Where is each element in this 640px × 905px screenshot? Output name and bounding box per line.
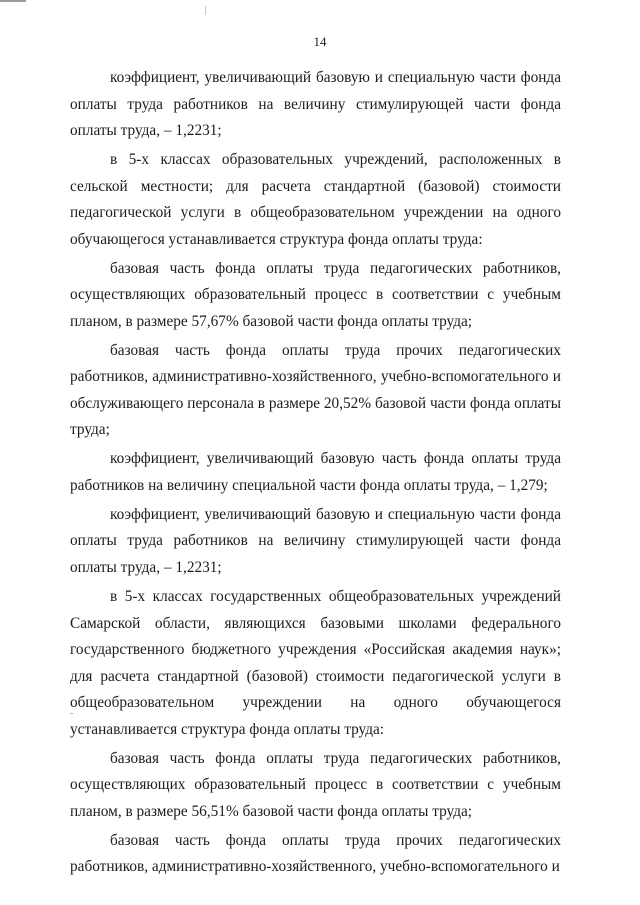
document-body <box>70 65 561 883</box>
paragraph: коэффициент, увеличивающий базовую часть фонда оплаты труда работников на величину специальной части фонда оплаты труда, – 1,279; <box>70 450 561 494</box>
paragraph: базовая часть фонда оплаты труда педагогических работников, осуществляющих образовательный процесс в соответствии с учебным планом, в размере 57,67% базовой части фонда оплаты труда; <box>70 259 561 330</box>
paragraph: базовая часть фонда оплаты труда прочих педагогических работников, административно-хозяйственного, учебно-вспомогательного и <box>70 831 561 876</box>
paragraph: базовая часть фонда оплаты труда прочих педагогических работников, административно-хозяйственного, учебно-вспомогательного и обслуживающего персонала в размере 20,52% базовой части фонда оплаты труда; <box>70 341 561 439</box>
page-number: 14 <box>313 34 327 49</box>
paragraph: в 5-х классах образовательных учреждений, расположенных в сельской местности; для расчета стандартной (базовой) стоимости педагогической услуги в общеобразовательном учреждении на одного обучающегося устанавливается структура фонда оплаты труда: <box>70 151 561 248</box>
paragraph: в 5-х классах государственных общеобразовательных учреждений Самарской области, являющихся базовыми школами федерального государственного бюджетного учреждения «Российская академия наук»; для расчета стандартной (базовой) стоимости педагогической услуги в общеобразовательном учреждении на одного обучающегося устанавливается структура фонда оплаты труда: <box>70 588 561 738</box>
paragraph: коэффициент, увеличивающий базовую и специальную части фонда оплаты труда работников на величину стимулирующей части фонда оплаты труда, – 1,2231; <box>70 69 561 139</box>
paragraph: коэффициент, увеличивающий базовую и специальную части фонда оплаты труда работников на величину стимулирующей части фонда оплаты труда, – 1,2231; <box>70 505 561 576</box>
scan-artifact-mark <box>205 6 206 15</box>
scan-artifact-mark <box>0 0 26 2</box>
paragraph: базовая часть фонда оплаты труда педагогических работников, осуществляющих образовательный процесс в соответствии с учебным планом, в размере 56,51% базовой части фонда оплаты труда; <box>70 749 561 820</box>
